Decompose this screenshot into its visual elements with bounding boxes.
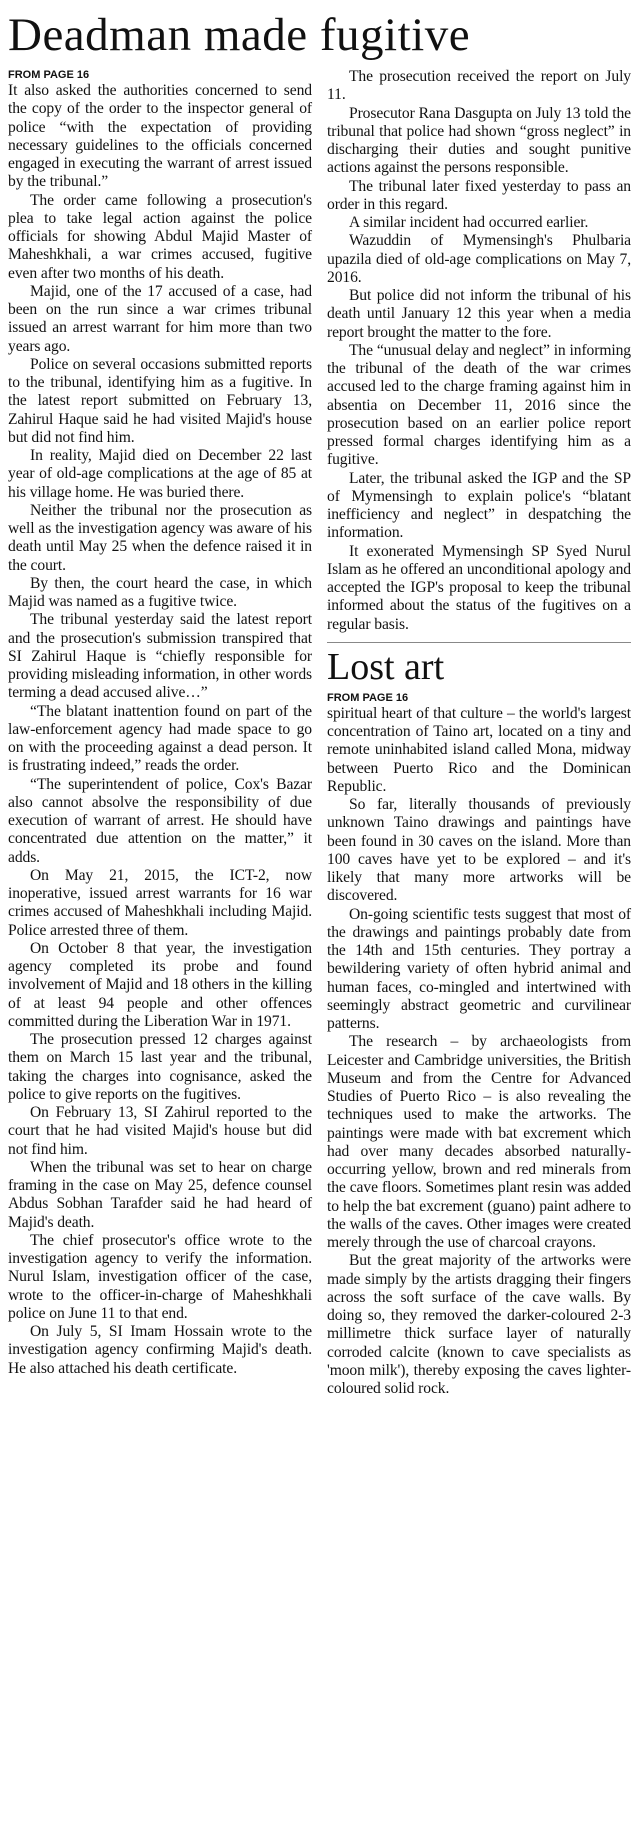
story1-paragraph: The order came following a prosecution's plea to take legal action against the police officials for showing Abdul Majid Master of Maheshkhali, a war crimes accused, fugitive even after two months of his death.	[8, 191, 312, 282]
story1-paragraph: Neither the tribunal nor the prosecution as well as the investigation agency was aware of his death until May 25 when the defence raised it in the court.	[8, 501, 312, 574]
story1-paragraph: When the tribunal was set to hear on charge framing in the case on May 25, defence counsel Abdus Sobhan Tarafder said he had heard of Majid's death.	[8, 1158, 312, 1231]
story1-paragraph: On July 5, SI Imam Hossain wrote to the investigation agency confirming Majid's death. He also attached his death certificate.	[8, 1323, 312, 1377]
story2-kicker: FROM PAGE 16	[327, 691, 409, 704]
story1-paragraph: The chief prosecutor's office wrote to the investigation agency to verify the information. Nurul Islam, investigation officer of the case, wrote to the officer-in-charge of Maheshkhali police on June 11 to that end.	[8, 1231, 312, 1322]
column-left	[8, 68, 312, 1398]
story1-paragraph: Majid, one of the 17 accused of a case, had been on the run since a war crimes tribunal issued an arrest warrant for him more than two years ago.	[8, 282, 312, 355]
story1-paragraph: The “unusual delay and neglect” in informing the tribunal of the death of the war crimes accused led to the charge framing against him in absentia on December 11, 2016 since the prosecution based on an earlier police report pressed formal charges identifying him as a fugitive.	[327, 341, 631, 469]
story1-paragraph: On October 8 that year, the investigation agency completed its probe and found involvement of Majid and 18 others in the killing of at least 94 people and other offences committed during the Liberation War in 1971.	[8, 939, 312, 1030]
story1-paragraph: “The superintendent of police, Cox's Bazar also cannot absolve the responsibility of due execution of warrant of arrest. He should have concentrated due attention on the matter,” it adds.	[8, 775, 312, 866]
story2-paragraph: On-going scientific tests suggest that most of the drawings and paintings probably date from the 14th and 15th centuries. They portray a bewildering variety of often hybrid animal and human faces, co-mingled and intertwined with seemingly abstract geometric and curvilinear patterns.	[327, 905, 631, 1032]
story1-paragraph: Wazuddin of Mymensingh's Phulbaria upazila died of old-age complications on May 7, 2016.	[327, 232, 631, 286]
story1-paragraph: “The blatant inattention found on part of the law-enforcement agency had made space to go on with the proceeding against a dead person. It is frustrating indeed,” reads the order.	[8, 702, 312, 775]
columns	[8, 68, 631, 1398]
story2-paragraph: But the great majority of the artworks were made simply by the artists dragging their fingers across the soft surface of the cave walls. By doing so, they removed the darker-coloured 2-3 millimetre thick surface layer of naturally corroded calcite (known to cave specialists as 'moon milk'), thereby exposing the caves lighter-coloured solid rock.	[327, 1252, 631, 1397]
story1-paragraph: Prosecutor Rana Dasgupta on July 13 told the tribunal that police had shown “gross neglect” in discharging their duties and sought punitive actions against the persons responsible.	[327, 104, 631, 177]
story1-paragraph: But police did not inform the tribunal of his death until January 12 this year when a media report brought the matter to the fore.	[327, 287, 631, 341]
story1-kicker: FROM PAGE 16	[8, 69, 90, 81]
story1-paragraph: The tribunal yesterday said the latest report and the prosecution's submission transpired that SI Zahirul Haque is “chiefly responsible for providing misleading information, in other words terming a dead accused alive…”	[8, 611, 312, 702]
story1-paragraph: The prosecution pressed 12 charges against them on March 15 last year and the tribunal, taking the charges into cognisance, asked the police to give reports on the fugitives.	[8, 1031, 312, 1103]
story1-paragraph: The prosecution received the report on July 11.	[327, 68, 631, 104]
headline-deadman: Deadman made fugitive	[8, 9, 471, 61]
story2-paragraph: spiritual heart of that culture – the world's largest concentration of Taino art, located on a tiny and remote uninhabited island called Mona, midway between Puerto Rico and the Dominican Republic.	[327, 704, 631, 795]
column-right	[327, 68, 631, 1398]
story1-paragraph: Later, the tribunal asked the IGP and the SP of Mymensingh to explain police's “blatant inefficiency and neglect” in despatching the information.	[327, 469, 631, 542]
headline-lost-art: Lost art	[327, 642, 631, 689]
story1-paragraph: It also asked the authorities concerned to send the copy of the order to the inspector general of police “with the expectation of providing necessary guidelines to the officials concerned engaged in executing the warrant of arrest issued by the tribunal.”	[8, 82, 312, 191]
story1-paragraph: In reality, Majid died on December 22 last year of old-age complications at the age of 85 at his village home. He was buried there.	[8, 447, 312, 501]
story2-paragraph: So far, literally thousands of previously unknown Taino drawings and paintings have been found in 30 caves on the island. More than 100 caves have yet to be explored – and it's likely that many more artworks will be discovered.	[327, 796, 631, 905]
story1-paragraph: By then, the court heard the case, in which Majid was named as a fugitive twice.	[8, 574, 312, 610]
story2-paragraph: The research – by archaeologists from Leicester and Cambridge universities, the British Museum and from the Centre for Advanced Studies of Puerto Rico – is also revealing the techniques used to make the artworks. The paintings were made with bat excrement which had over many decades absorbed naturally-occurring yellow, brown and red minerals from the cave floors. Sometimes plant resin was added to help the bat excrement (guano) paint adhere to the walls of the caves. Other images were created merely through the use of charcoal crayons.	[327, 1033, 631, 1251]
story1-paragraph: The tribunal later fixed yesterday to pass an order in this regard.	[327, 177, 631, 213]
story1-paragraph: A similar incident had occurred earlier.	[349, 214, 589, 231]
story1-paragraph: Police on several occasions submitted reports to the tribunal, identifying him as a fugitive. In the latest report submitted on February 13, Zahirul Haque said he had visited Majid's house but did not find him.	[8, 355, 312, 446]
story1-paragraph: On May 21, 2015, the ICT-2, now inoperative, issued arrest warrants for 16 war crimes accused of Maheshkhali including Majid. Police arrested three of them.	[8, 866, 312, 939]
story1-paragraph: It exonerated Mymensingh SP Syed Nurul Islam as he offered an unconditional apology and accepted the IGP's proposal to keep the tribunal informed about the status of the fugitives on a regular basis.	[327, 542, 631, 633]
story1-paragraph: On February 13, SI Zahirul reported to the court that he had visited Majid's house but did not find him.	[8, 1104, 312, 1158]
